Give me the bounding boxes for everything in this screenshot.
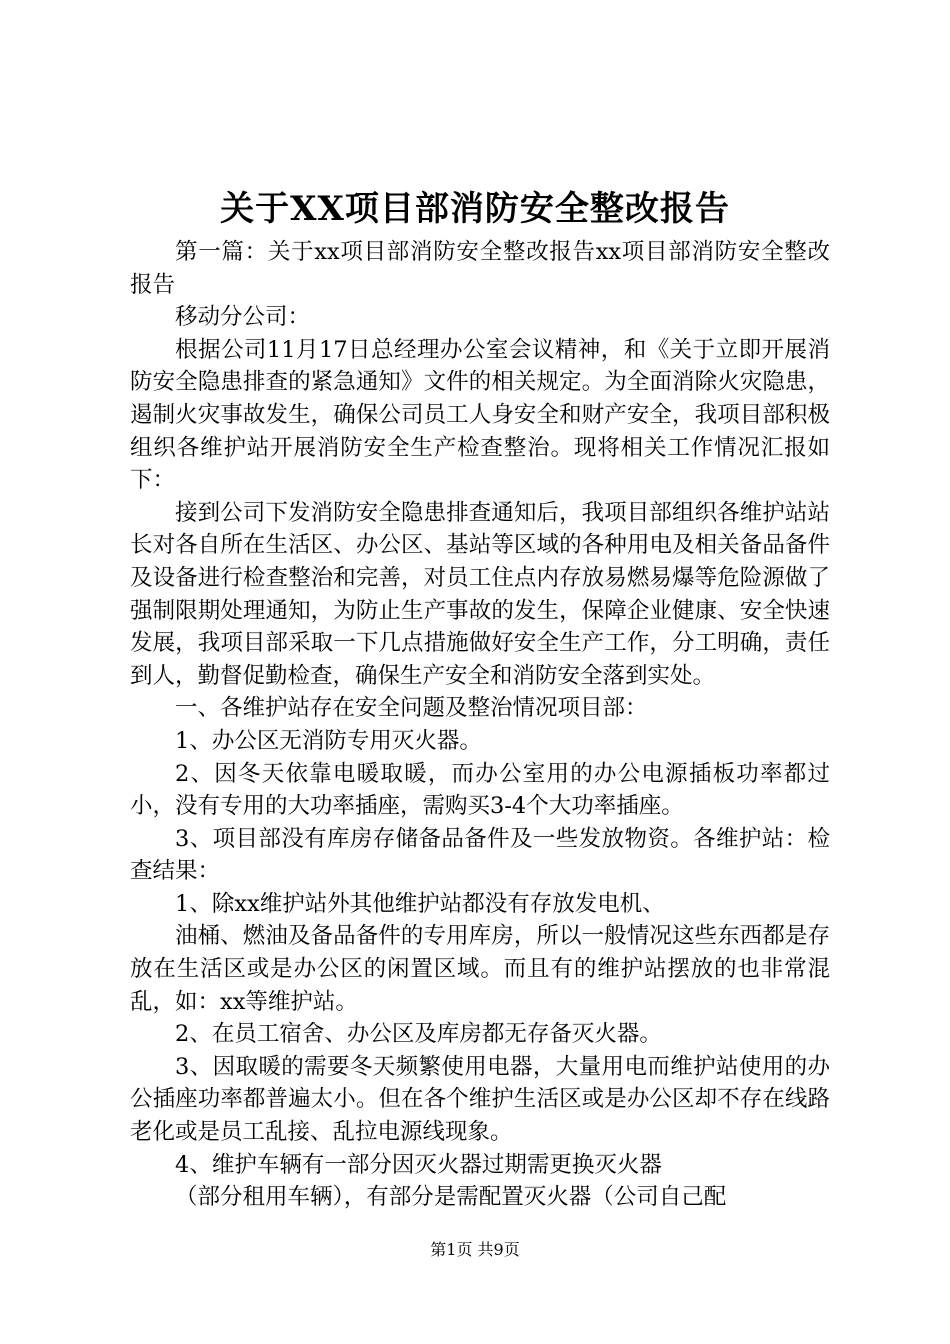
page-footer: 第1页 共9页	[430, 1240, 520, 1259]
paragraph: 2、因冬天依靠电暖取暖，而办公室用的办公电源插板功率都过小，没有专用的大功率插座，需购买3-4个大功率插座。	[130, 760, 830, 820]
paragraph: 接到公司下发消防安全隐患排查通知后，我项目部组织各维护站站长对各自所在生活区、办公区、基站等区域的各种用电及相关备品备件及设备进行检查整治和完善，对员工住点内存放易燃易爆等危险源做了强制限期处理通知，为防止生产事故的发生，保障企业健康、安全快速发展，我项目部采取一下几点措施做好安全生产工作，分工明确，责任到人，勤督促勤检查，确保生产安全和消防安全落到实处。	[130, 499, 830, 689]
paragraph: 3、因取暖的需要冬天频繁使用电器，大量用电而维护站使用的办公插座功率都普遍太小。但在各个维护生活区或是办公区却不存在线路老化或是员工乱接、乱拉电源线现象。	[130, 1053, 830, 1146]
paragraph: （部分租用车辆），有部分是需配置灭火器（公司自己配	[175, 1184, 727, 1211]
paragraph: 根据公司11月17日总经理办公室会议精神，和《关于立即开展消防安全隐患排查的紧急通知》文件的相关规定。为全面消除火灾隐患，遏制火灾事故发生，确保公司员工人身安全和财产安全，我项目部积极组织各维护站开展消防安全生产检查整治。现将相关工作情况汇报如下：	[130, 336, 830, 494]
document-title: 关于XX项目部消防安全整改报告	[220, 189, 730, 229]
paragraph: 4、维护车辆有一部分因灭火器过期需更换灭火器	[175, 1151, 662, 1178]
paragraph: 一、各维护站存在安全问题及整治情况项目部：	[175, 695, 648, 722]
paragraph: 3、项目部没有库房存储备品备件及一些发放物资。各维护站：检查结果：	[130, 825, 830, 885]
paragraph: 第一篇：关于xx项目部消防安全整改报告xx项目部消防安全整改报告	[130, 239, 830, 298]
paragraph: 1、除xx维护站外其他维护站都没有存放发电机、	[175, 890, 665, 917]
paragraph: 移动分公司：	[175, 304, 311, 331]
paragraph: 油桶、燃油及备品备件的专用库房，所以一般情况这些东西都是存放在生活区或是办公区的闲置区域。而且有的维护站摆放的也非常混乱，如：xx等维护站。	[130, 923, 830, 1015]
paragraph: 1、办公区无消防专用灭火器。	[175, 727, 482, 754]
paragraph: 2、在员工宿舍、办公区及库房都无存备灭火器。	[175, 1021, 662, 1048]
document-body	[130, 236, 830, 1214]
